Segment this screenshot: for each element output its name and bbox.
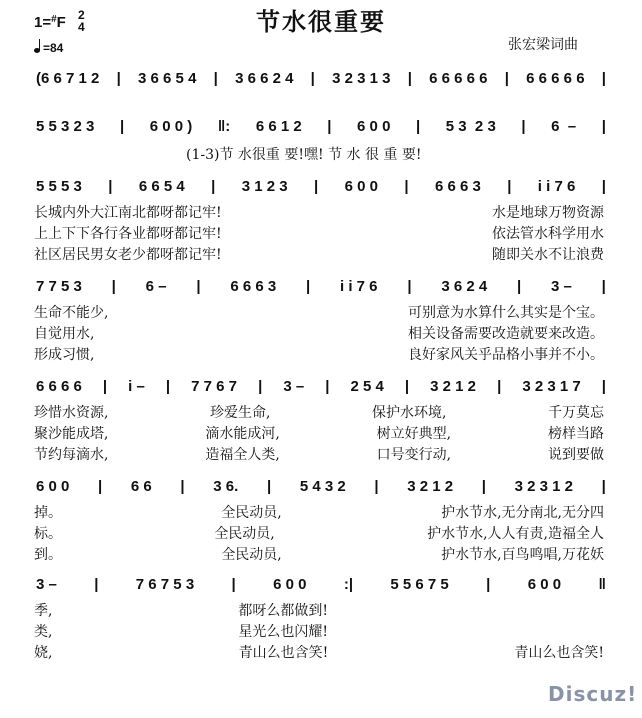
composer-credit: 张宏梁词曲 — [508, 37, 578, 53]
measure: 6 6 5 4 — [138, 177, 185, 195]
lyric-line: 类, — [34, 624, 53, 640]
lyric-row — [34, 427, 604, 441]
barline: | — [94, 575, 99, 593]
measure: 6 6 — [130, 477, 152, 495]
barline: | — [180, 477, 185, 495]
measure: 3 2 3 1 2 — [514, 477, 573, 495]
measure: 3 – — [36, 575, 57, 593]
measure: 3 – — [551, 277, 572, 295]
barline: | — [310, 69, 315, 87]
watermark: Discuz! — [548, 682, 638, 706]
lyric-line: 千万莫忘 — [548, 405, 604, 421]
measure: 3 2 1 2 — [430, 377, 477, 395]
barline: | — [497, 377, 502, 395]
lyric-line: 造福全人类, — [205, 447, 280, 463]
lyric-line: 节约每滴水, — [34, 447, 109, 463]
barline: | — [213, 69, 218, 87]
lyric-line: 全民动员, — [221, 505, 282, 521]
lyric-line: 社区居民男女老少都呀都记牢! — [34, 247, 222, 263]
lyric-row — [34, 227, 604, 241]
barline: | — [266, 477, 272, 495]
measure: 5 4 3 2 — [299, 477, 346, 495]
time-top: 2 — [78, 8, 85, 22]
measure: 6 0 0 — [344, 177, 378, 195]
measure: 7 6 7 5 3 — [135, 575, 195, 593]
lyric-line: 依法管水科学用水 — [492, 226, 604, 242]
lyric-line: 生命不能少, — [34, 305, 109, 321]
barline: | — [481, 477, 486, 495]
barline: | — [507, 177, 512, 195]
barline: | — [601, 377, 606, 395]
quarter-note-icon — [34, 48, 40, 53]
lyric-line: 标。 — [34, 526, 62, 542]
lyric-line: 娆, — [34, 645, 53, 661]
measure: i i 7 6 — [340, 277, 378, 295]
barline: | — [313, 177, 319, 195]
measure: 3 6 6 2 4 — [235, 69, 294, 87]
lyric-line: 珍爱生命, — [210, 405, 271, 421]
barline: | — [601, 277, 606, 295]
measure: 3 2 1 2 — [407, 477, 454, 495]
lyric-line: 说到要做 — [547, 447, 604, 463]
barline: | — [601, 69, 606, 87]
sharp-sign: # — [51, 14, 57, 25]
measure: 7 7 6 7 — [191, 377, 238, 395]
lyric-line: 口号变行动, — [376, 447, 452, 463]
barline: | — [111, 277, 116, 295]
measure: 6 0 0 — [527, 575, 562, 593]
lyric-line: 榜样当路 — [547, 426, 604, 442]
lyric-line: 树立好典型, — [376, 426, 452, 442]
lyric-row — [34, 604, 514, 618]
lyric-line: 珍惜水资源, — [34, 405, 109, 421]
measure: 5 5 3 2 3 — [36, 117, 95, 135]
lyric-line: 全民动员, — [221, 547, 282, 563]
final-barline: ‖ — [598, 575, 606, 593]
music-row-7 — [36, 570, 606, 598]
measure: i – — [128, 377, 145, 395]
measure: 6 6 1 2 — [255, 117, 302, 135]
lyric-row — [34, 206, 604, 220]
barline: | — [601, 177, 606, 195]
measure: 5 3 2 3 — [445, 117, 496, 135]
barline: | — [415, 117, 421, 135]
barline: | — [108, 177, 113, 195]
barline: | — [102, 377, 108, 395]
barline: | — [165, 377, 171, 395]
barline: | — [407, 69, 412, 87]
music-row-1 — [36, 64, 606, 92]
barline: | — [404, 377, 410, 395]
measure: (6 6 7 1 2 — [36, 69, 100, 87]
lyric-row — [34, 248, 604, 262]
music-row-6 — [36, 472, 606, 500]
key-prefix: 1= — [34, 14, 52, 31]
barline: | — [374, 477, 379, 495]
barline: | — [404, 177, 409, 195]
barline: | — [98, 477, 103, 495]
measure: 6 6 6 6 — [36, 377, 82, 395]
lyric-row — [34, 448, 604, 462]
lyric-line: 护水节水,百鸟鸣唱,万花妖 — [441, 547, 604, 563]
measure: 5 5 5 3 — [36, 177, 82, 195]
measure: 7 7 5 3 — [36, 277, 82, 295]
measure: 6 6 6 3 — [434, 177, 481, 195]
barline: | — [258, 377, 263, 395]
time-signature — [78, 9, 85, 33]
tempo-marking — [34, 42, 63, 54]
measure: 3 2 3 1 7 — [522, 377, 581, 395]
key-signature — [34, 15, 66, 30]
song-title: 节水很重要 — [256, 7, 386, 36]
repeat-start: ‖: — [217, 117, 231, 135]
barline: | — [119, 117, 125, 135]
lyric-line: 护水节水,人人有责,造福全人 — [427, 526, 604, 542]
barline: | — [116, 69, 121, 87]
barline: | — [517, 277, 522, 295]
lyric-line: 聚沙能成塔, — [34, 426, 109, 442]
barline: | — [211, 177, 216, 195]
measure: 6 0 0 — [273, 575, 307, 593]
lyric-line: 相关设备需要改造就要来改造。 — [408, 326, 604, 342]
measure: 5 5 6 7 5 — [390, 575, 449, 593]
music-row-4 — [36, 272, 606, 300]
tempo-value: =84 — [43, 41, 64, 55]
lyric-row-intro — [186, 148, 586, 162]
lyric-line: 星光么也闪耀! — [238, 624, 329, 640]
measure: 3 6 2 4 — [441, 277, 488, 295]
time-bottom: 4 — [78, 20, 85, 34]
barline: | — [407, 277, 412, 295]
measure: i i 7 6 — [537, 177, 576, 195]
lyric-line: 青山么也含笑! — [514, 645, 604, 661]
measure: 6 – — [551, 117, 577, 135]
lyric-line: 掉。 — [34, 505, 62, 521]
lyric-line: 季, — [34, 603, 53, 619]
lyric-line: 滴水能成河, — [205, 426, 280, 442]
barline: | — [327, 117, 332, 135]
lyric-line: 都呀么都做到! — [238, 603, 329, 619]
barline: | — [196, 277, 201, 295]
lyric-line: 自觉用水, — [34, 326, 95, 342]
barline: | — [486, 575, 491, 593]
measure: 6 6 6 6 6 — [526, 69, 585, 87]
lyric-line: 形成习惯, — [34, 347, 95, 363]
lyric-line: 到。 — [34, 547, 62, 563]
music-row-5 — [36, 372, 606, 400]
music-row-2 — [36, 112, 606, 140]
measure: 3 2 3 1 3 — [332, 69, 391, 87]
measure: 6 6 6 6 6 — [429, 69, 488, 87]
barline: | — [325, 377, 330, 395]
measure: 6 6 6 3 — [230, 277, 277, 295]
barline: | — [601, 477, 606, 495]
lyric-row — [34, 506, 604, 520]
lyric-line: 全民动员, — [214, 526, 275, 542]
lyric-row — [34, 625, 514, 639]
lyric-line: 护水节水,无分南北,无分四 — [441, 505, 604, 521]
lyric-line: 良好家风关乎品格小事并不小。 — [408, 347, 604, 363]
measure: 6 0 0 — [36, 477, 70, 495]
lyric-row — [34, 548, 604, 562]
lyric-line: 可别意为水算什么其实是个宝。 — [408, 305, 604, 321]
lyric-line: 青山么也含笑! — [238, 645, 329, 661]
lyric-line: (1-3)节 水很重 要!嘿! 节 水 很 重 要! — [186, 147, 422, 163]
barline: | — [504, 69, 509, 87]
lyric-row — [34, 406, 604, 420]
barline: | — [231, 575, 236, 593]
lyric-line: 水是地球万物资源 — [492, 205, 604, 221]
barline: | — [306, 277, 311, 295]
measure: 6 0 0 — [357, 117, 391, 135]
measure: 2 5 4 — [350, 377, 384, 395]
lyric-row — [34, 306, 604, 320]
measure: 6 0 0 ) — [149, 117, 193, 135]
barline: | — [521, 117, 526, 135]
measure: 3 1 2 3 — [241, 177, 288, 195]
lyric-line: 上上下下各行各业都呀都记牢! — [34, 226, 222, 242]
lyric-row — [34, 348, 604, 362]
lyric-line: 长城内外大江南北都呀都记牢! — [34, 205, 222, 221]
measure: 6 – — [145, 277, 167, 295]
lyric-row — [34, 327, 604, 341]
key-note: F — [56, 14, 66, 31]
lyric-row — [34, 646, 604, 660]
measure: 3 – — [283, 377, 305, 395]
measure: 3 6. — [213, 477, 239, 495]
lyric-line: 保护水环境, — [372, 405, 447, 421]
music-row-3 — [36, 172, 606, 200]
lyric-row — [34, 527, 604, 541]
measure: 3 6 6 5 4 — [138, 69, 197, 87]
lyric-line: 随即关水不让浪费 — [492, 247, 604, 263]
barline: | — [601, 117, 606, 135]
repeat-end: :| — [343, 575, 354, 593]
